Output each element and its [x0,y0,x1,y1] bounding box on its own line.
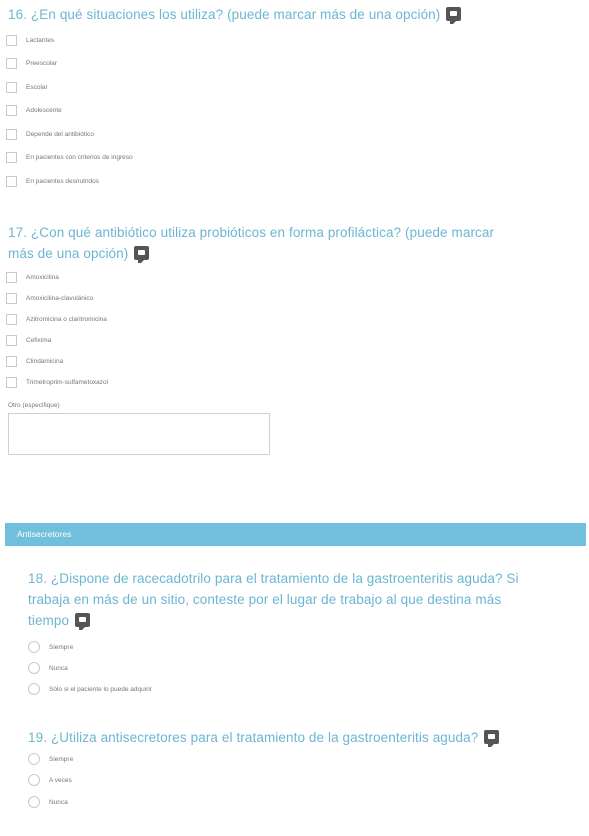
checkbox-option[interactable] [6,333,51,347]
checkbox[interactable] [6,356,17,367]
checkbox[interactable] [6,58,17,69]
question-18-text-line2: trabaja en más de un sitio, conteste por el lugar de trabajo al que destina más [28,592,502,607]
question-17-title [8,222,494,264]
checkbox[interactable] [6,82,17,93]
radio-button[interactable] [28,774,40,786]
checkbox[interactable] [6,335,17,346]
radio-button[interactable] [28,641,40,653]
checkbox[interactable] [6,377,17,388]
option-label: Azitromicina o claritromicina [26,315,107,323]
option-label: En pacientes desnutridos [26,177,99,185]
checkbox[interactable] [6,314,17,325]
checkbox-option[interactable] [6,56,57,70]
checkbox-option[interactable] [6,174,99,188]
option-label: Amoxicilina-clavulánico [26,294,94,302]
radio-option[interactable] [28,795,68,809]
comment-icon[interactable] [134,246,149,260]
section-title: Antisecretores [17,529,72,539]
option-label: Nunca [49,798,68,806]
question-16-title [8,4,461,25]
comment-icon[interactable] [75,613,90,627]
checkbox-option[interactable] [6,80,48,94]
question-17-text-line2: más de una opción) [8,246,129,261]
checkbox[interactable] [6,105,17,116]
comment-icon[interactable] [446,7,461,21]
option-label: Preescolar [26,59,58,67]
option-label: Lactantes [26,36,55,44]
radio-button[interactable] [28,753,40,765]
checkbox-option[interactable] [6,354,63,368]
question-18-text-line3: tiempo [28,613,70,628]
option-label: Escolar [26,83,48,91]
question-18-text-line1: 18. ¿Dispone de racecadotrilo para el tratamiento de la gastroenteritis aguda? Si [28,571,519,586]
checkbox-option[interactable] [6,312,107,326]
question-19-text: 19. ¿Utiliza antisecretores para el tratamiento de la gastroenteritis aguda? [28,730,479,745]
option-label: Cefixima [26,336,52,344]
option-label: Sólo si el paciente lo puede adquirir [49,685,152,693]
question-17-text-line1: 17. ¿Con qué antibiótico utiliza probióticos en forma profiláctica? (puede marcar [8,225,495,240]
checkbox[interactable] [6,272,17,283]
checkbox-option[interactable] [6,150,133,164]
other-specify-textarea[interactable] [8,413,270,455]
option-label: Trimetroprim-sulfametoxazol [26,378,109,386]
checkbox-option[interactable] [6,270,59,284]
checkbox-option[interactable] [6,127,94,141]
option-label: Siempre [49,643,74,651]
question-16-text: 16. ¿En qué situaciones los utiliza? (puede marcar más de una opción) [8,7,441,22]
checkbox[interactable] [6,129,17,140]
comment-icon[interactable] [484,730,499,744]
checkbox[interactable] [6,152,17,163]
radio-button[interactable] [28,662,40,674]
checkbox-option[interactable] [6,103,62,117]
radio-option[interactable] [28,640,73,654]
option-label: Nunca [49,664,68,672]
radio-button[interactable] [28,683,40,695]
radio-option[interactable] [28,752,73,766]
other-specify-label: Otro (especifique) [8,402,60,409]
option-label: A veces [49,776,72,784]
checkbox[interactable] [6,176,17,187]
radio-option[interactable] [28,773,72,787]
radio-option[interactable] [28,682,152,696]
checkbox-option[interactable] [6,33,54,47]
question-18-title [28,568,519,631]
option-label: Clindamicina [26,357,64,365]
option-label: En pacientes con criterios de ingreso [26,153,133,161]
option-label: Adolescente [26,106,62,114]
checkbox-option[interactable] [6,291,93,305]
section-header-antisecretores [5,523,586,546]
option-label: Siempre [49,755,74,763]
option-label: Amoxicilina [26,273,59,281]
checkbox-option[interactable] [6,375,108,389]
option-label: Depende del antibiótico [26,130,94,138]
checkbox[interactable] [6,35,17,46]
question-19-title [28,727,499,748]
radio-button[interactable] [28,796,40,808]
checkbox[interactable] [6,293,17,304]
radio-option[interactable] [28,661,68,675]
